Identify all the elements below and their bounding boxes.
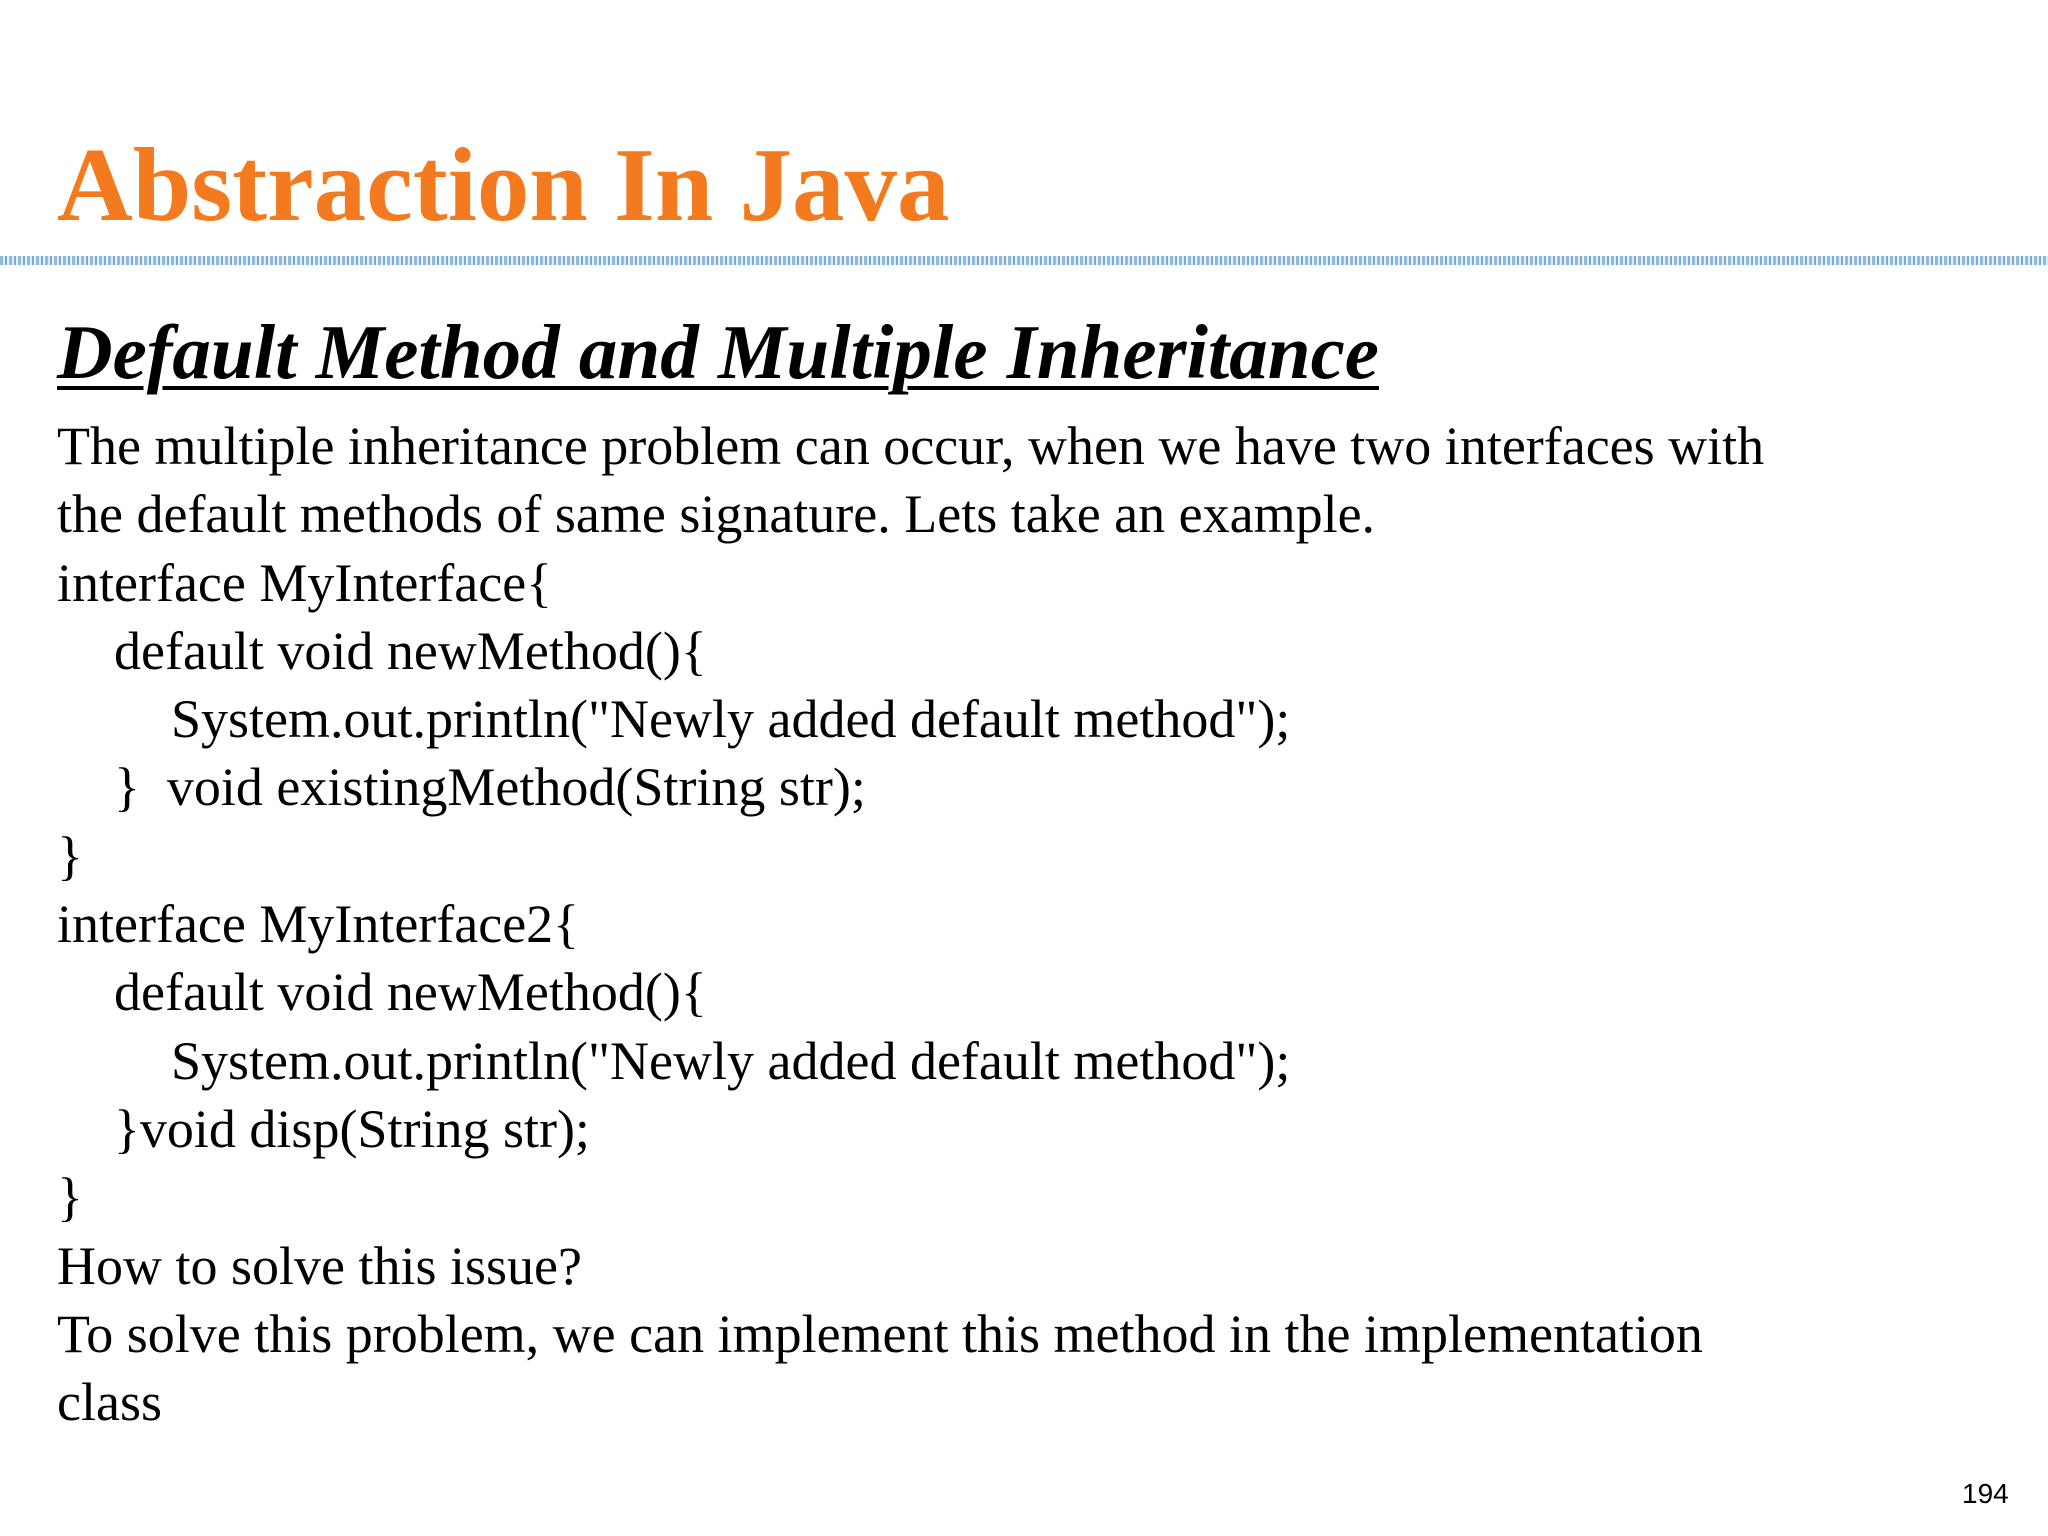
title-divider [0,256,2048,265]
code-line: interface MyInterface2{ [57,894,580,955]
slide-subtitle: Default Method and Multiple Inheritance [57,309,1379,395]
answer-line: class [57,1372,162,1433]
code-line: } [57,1167,83,1228]
code-line: default void newMethod(){ [114,620,707,681]
code-line: } void existingMethod(String str); [114,757,866,818]
slide-title: Abstraction In Java [57,126,950,243]
code-line: interface MyInterface{ [57,552,553,613]
answer-line: To solve this problem, we can implement this method in the implementation [57,1303,1703,1364]
code-line: default void newMethod(){ [114,962,707,1023]
code-line: }void disp(String str); [114,1098,590,1159]
code-line: System.out.println("Newly added default method"); [171,1030,1291,1091]
page-number: 194 [1962,1478,2009,1509]
code-line: } [57,825,83,886]
code-line: System.out.println("Newly added default method"); [171,689,1291,750]
slide-body [57,412,1977,1436]
question-line: How to solve this issue? [57,1235,582,1296]
intro-line: The multiple inheritance problem can occur, when we have two interfaces with [57,416,1765,476]
intro-line: the default methods of same signature. Lets take an example. [57,484,1376,545]
